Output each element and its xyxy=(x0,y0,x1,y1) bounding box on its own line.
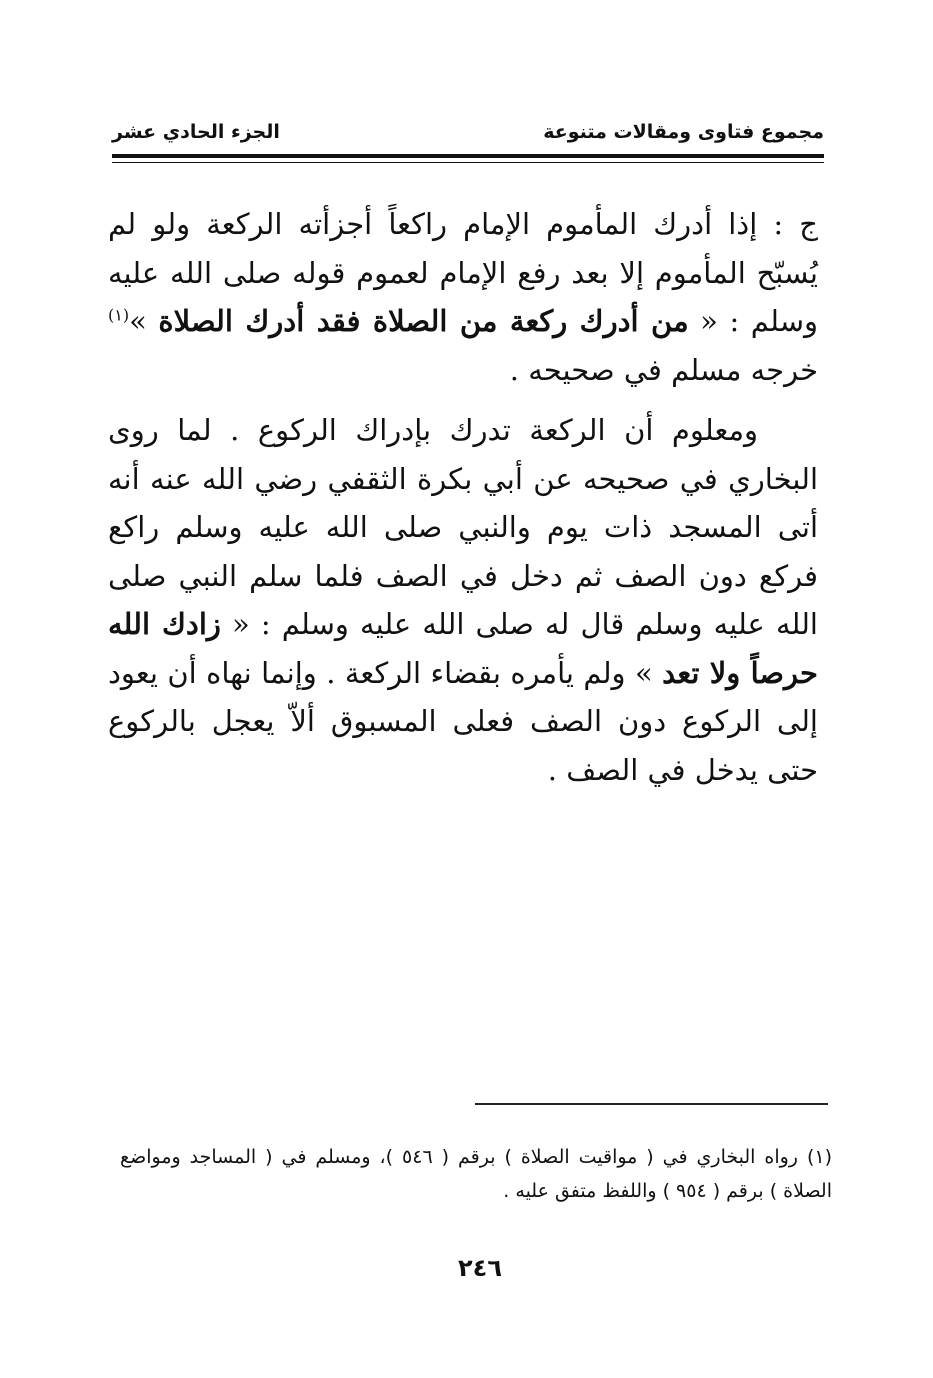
footnote-separator xyxy=(475,1103,828,1105)
answer-intro: ج : إذا أدرك المأموم الإمام راكعاً أجزأته الركعة ولو لم يُسبّح المأموم إلا بعد رفع الإمام لعموم قوله صلى الله عليه وسلم : « xyxy=(108,207,818,338)
paragraph-answer xyxy=(108,200,818,394)
page-number: ٢٤٦ xyxy=(458,1254,502,1282)
header-rule-thin xyxy=(112,162,824,163)
evidence-part-1: ومعلوم أن الركعة تدرك بإدراك الركوع . لما روى البخاري في صحيحه عن أبي بكرة الثقفي رضي الله عنه أنه أتى المسجد ذات يوم والنبي صلى الله عليه وسلم راكع فركع دون الصف ثم دخل في الصف فلما سلم النبي صلى الله عليه وسلم قال له صلى الله عليه وسلم : « xyxy=(108,413,818,641)
book-title: مجموع فتاوى ومقالات متنوعة xyxy=(543,121,824,143)
volume-label: الجزء الحادي عشر xyxy=(112,121,280,143)
hadith-quote-2: زادك الله حرصاً ولا تعد xyxy=(108,607,818,690)
main-text xyxy=(108,200,818,794)
quote-close: » xyxy=(129,304,159,338)
header-rule-thick xyxy=(112,154,824,158)
paragraph-evidence xyxy=(108,406,818,794)
answer-outro: خرجه مسلم في صحيحه . xyxy=(509,352,818,387)
hadith-quote-1: من أدرك ركعة من الصلاة فقد أدرك الصلاة xyxy=(158,304,689,338)
evidence-part-2: » ولم يأمره بقضاء الركعة . وإنما نهاه أن يعود إلى الركوع دون الصف فعلى المسبوق ألاّ يعجل بالركوع حتى يدخل في الصف . xyxy=(108,655,818,787)
footnote xyxy=(120,1140,832,1208)
footnote-text: (١) رواه البخاري في ( مواقيت الصلاة ) برقم ( ٥٤٦ )، ومسلم في ( المساجد ومواضع الصلاة ) برقم ( ٩٥٤ ) واللفظ متفق عليه . xyxy=(120,1146,832,1202)
running-header xyxy=(112,112,824,152)
footnote-reference[interactable]: (١) xyxy=(108,305,130,325)
